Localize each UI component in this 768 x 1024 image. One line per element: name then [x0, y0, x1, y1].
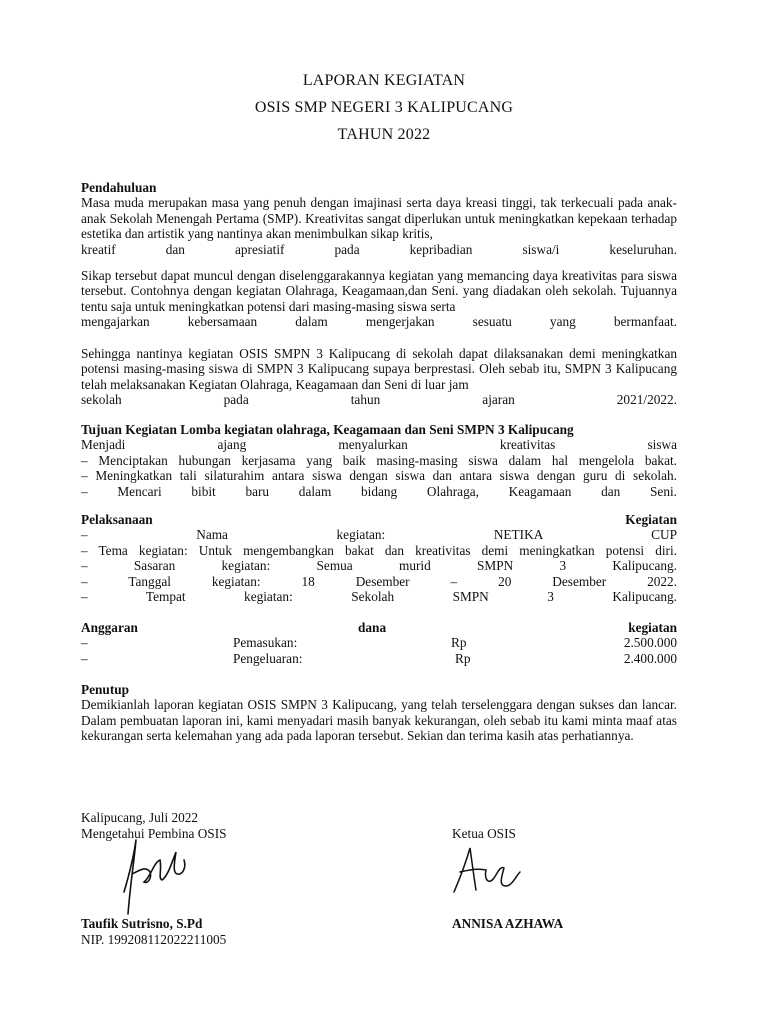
penutup-heading: Penutup — [81, 682, 130, 697]
tujuan-line: – Meningkatkan tali silaturahim antara siswa dengan siswa dan antara siswa dengan guru di sekolah. — [81, 468, 677, 484]
pendahuluan-paragraph-1: Masa muda merupakan masa yang penuh dengan imajinasi serta daya kreasi tinggi, tak terkecuali pada anak-anak Sekolah Menengah Pertama (SMP). Kreativitas sangat diperlukan untuk meningkatkan kepekaan terhadap estetika dan artistik yang nantinya akan menimbulkan sikap kritis, — [81, 195, 677, 242]
pendahuluan-paragraph-1-end: kreatif dan apresiatif pada kepribadian siswa/i keseluruhan. — [81, 241, 677, 257]
pelaksanaan-line: – Tema kegiatan: Untuk mengembangkan bakat dan kreativitas demi meningkatkan potensi diri. — [81, 542, 677, 558]
pendahuluan-heading: Pendahuluan — [81, 180, 157, 195]
section-anggaran — [81, 620, 677, 666]
anggaran-row — [81, 651, 677, 666]
anggaran-currency: Rp — [455, 650, 471, 666]
tujuan-line: – Mencari bibit baru dalam bidang Olahraga, Keagamaan dan Seni. — [81, 483, 677, 499]
left-signatory-name: Taufik Sutrisno, S.Pd — [81, 916, 203, 931]
pembina-signature-image — [110, 832, 200, 922]
pelaksanaan-line: – Tanggal kegiatan: 18 Desember – 20 Desember 2022. — [81, 573, 677, 589]
pelaksanaan-line: – Tempat kegiatan: Sekolah SMPN 3 Kalipucang. — [81, 589, 677, 605]
tujuan-heading: Tujuan Kegiatan Lomba kegiatan olahraga, Keagamaan dan Seni SMPN 3 Kalipucang — [81, 422, 574, 437]
anggaran-heading-kegiatan: kegiatan — [628, 620, 677, 635]
anggaran-heading: Anggaran — [81, 620, 138, 635]
section-tujuan — [81, 422, 677, 499]
tujuan-line: Menjadi ajang menyalurkan kreativitas siswa — [81, 437, 677, 453]
anggaran-row — [81, 635, 677, 650]
penutup-paragraph: Demikianlah laporan kegiatan OSIS SMPN 3 Kalipucang, yang telah terselenggara dengan sukses dan lancar. Dalam pembuatan laporan ini, kami menyadari masih banyak kekurangan, oleh sebab itu kami minta maaf atas kekurangan serta kelemahan yang ada pada laporan tersebut. Sekian dan terima kasih atas perhatiannya. — [81, 697, 677, 744]
anggaran-dash: – — [81, 650, 88, 666]
section-pendahuluan — [81, 180, 677, 257]
anggaran-amount: 2.500.000 — [623, 635, 677, 651]
left-signatory-nip: NIP. 199208112022211005 — [81, 932, 227, 947]
pendahuluan-paragraph-3-end: sekolah pada tahun ajaran 2021/2022. — [81, 392, 677, 408]
pendahuluan-paragraph-2: Sikap tersebut dapat muncul dengan diselenggarakannya kegiatan yang memancing daya kreativitas para siswa tersebut. Contohnya dengan kegiatan Olahraga, Keagamaan,dan Seni. yang diadakan oleh sekolah. Tujuannya tentu saja untuk meningkatkan potensi dari masing-masing siswa serta — [81, 268, 677, 314]
section-penutup — [81, 682, 677, 744]
anggaran-label: Pemasukan: — [233, 635, 298, 651]
anggaran-currency: Rp — [451, 635, 467, 651]
anggaran-label: Pengeluaran: — [233, 650, 303, 666]
anggaran-heading-dana: dana — [358, 620, 387, 635]
anggaran-amount: 2.400.000 — [623, 650, 677, 666]
report-organization: OSIS SMP NEGERI 3 KALIPUCANG — [254, 99, 514, 116]
ketua-signature-image — [450, 842, 530, 902]
tujuan-line: – Menciptakan hubungan kerjasama yang baik masing-masing siswa dalam hal mengelola bakat. — [81, 452, 677, 468]
pendahuluan-paragraph-3: Sehingga nantinya kegiatan OSIS SMPN 3 Kalipucang di sekolah dapat dilaksanakan demi meningkatkan potensi masing-masing siswa di SMPN 3 Kalipucang supaya berprestasi. Oleh sebab itu, SMPN 3 Kalipucang telah melaksanakan Kegiatan Olahraga, Keagamaan dan Seni di luar jam — [81, 346, 677, 392]
anggaran-dash: – — [81, 635, 88, 651]
report-year: TAHUN 2022 — [337, 126, 431, 143]
section-pendahuluan-3 — [81, 346, 677, 408]
section-pelaksanaan — [81, 512, 677, 604]
pendahuluan-paragraph-2-end: mengajarkan kebersamaan dalam mengerjakan sesuatu yang bermanfaat. — [81, 314, 677, 330]
pelaksanaan-heading: Pelaksanaan — [81, 512, 153, 527]
section-pendahuluan-2 — [81, 268, 677, 330]
left-signatory-title: Mengetahui Pembina OSIS — [81, 826, 227, 841]
place-date: Kalipucang, Juli 2022 — [81, 810, 199, 825]
report-title: LAPORAN KEGIATAN — [302, 72, 466, 89]
right-signatory-title: Ketua OSIS — [452, 826, 516, 841]
right-signatory-name: ANNISA AZHAWA — [452, 916, 564, 931]
pelaksanaan-line: – Sasaran kegiatan: Semua murid SMPN 3 Kalipucang. — [81, 558, 677, 574]
pelaksanaan-line: – Nama kegiatan: NETIKA CUP — [81, 527, 677, 543]
pelaksanaan-heading-right: Kegiatan — [625, 512, 677, 527]
